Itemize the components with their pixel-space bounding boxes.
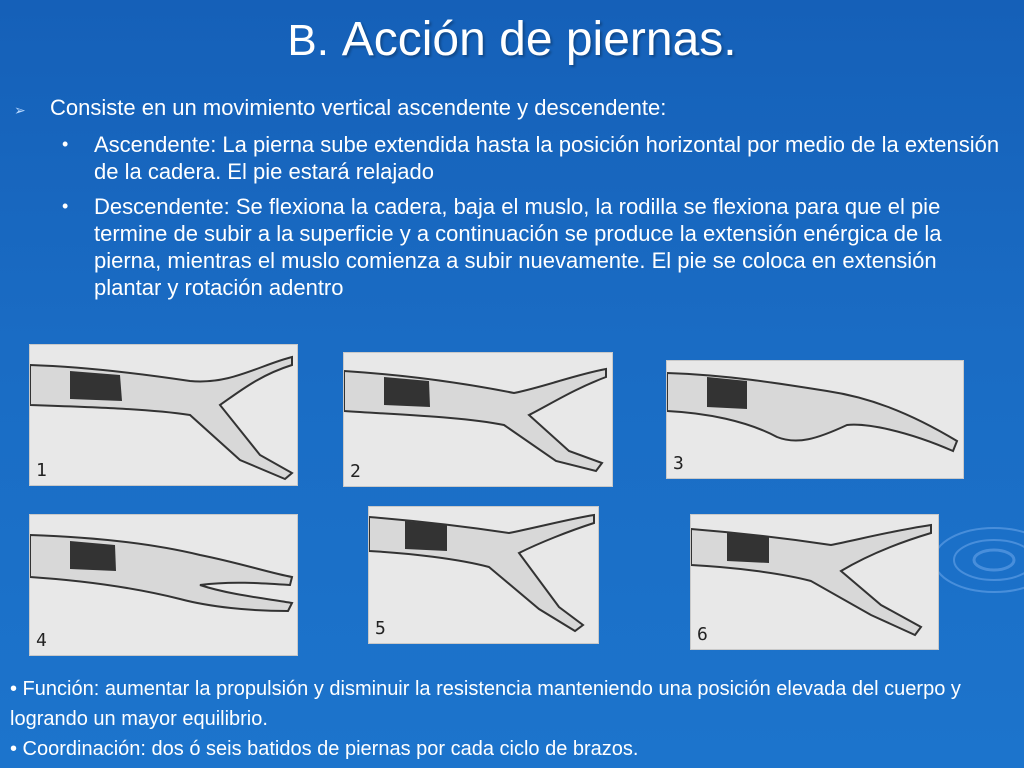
coordination-note: • Coordinación: dos ó seis batidos de piernas por cada ciclo de brazos. — [10, 738, 639, 760]
figure-number: 5 — [375, 618, 386, 639]
swimmer-figure-3 — [666, 360, 964, 479]
swimmer-figure-2 — [343, 352, 613, 487]
swimmer-drawing — [691, 515, 938, 649]
figure-number: 4 — [36, 630, 47, 651]
slide-title — [0, 8, 1024, 72]
bullet-text: Descendente: Se flexiona la cadera, baja el muslo, la rodilla se flexiona para que el pie termine de subir a la superficie y a continuación se produce la extensión enérgica de la pierna, mientras el muslo comienza a subir nuevamente. El pie se coloca en extensión plantar y rotación adentro — [94, 194, 942, 300]
title-prefix: B. — [287, 16, 329, 65]
figure-number: 1 — [36, 460, 47, 481]
swimmer-drawing — [667, 361, 963, 478]
swimmer-figure-5 — [368, 506, 599, 644]
bullet-dot-icon: • — [62, 134, 69, 154]
bullet-text: Ascendente: La pierna sube extendida hasta la posición horizontal por medio de la extensión de la cadera. El pie estará relajado — [94, 132, 1000, 184]
swimmer-drawing — [344, 353, 612, 486]
swimmer-figure-6 — [690, 514, 939, 650]
arrow-bullet-icon: ➢ — [14, 102, 26, 118]
title-main: Acción de piernas. — [341, 13, 737, 66]
swimmer-figure-1 — [29, 344, 298, 486]
figure-number: 2 — [350, 461, 361, 482]
swimmer-drawing — [30, 515, 297, 655]
swimmer-drawing — [369, 507, 598, 643]
figure-number: 6 — [697, 624, 708, 645]
function-note: • Función: aumentar la propulsión y disminuir la resistencia manteniendo una posición elevada del cuerpo y logrando un mayor equilibrio. — [10, 678, 961, 730]
bullet-dot-icon: • — [62, 196, 69, 216]
swimmer-drawing — [30, 345, 297, 485]
intro-text: Consiste en un movimiento vertical ascendente y descendente: — [50, 95, 667, 120]
figure-number: 3 — [673, 453, 684, 474]
swimmer-figure-4 — [29, 514, 298, 656]
